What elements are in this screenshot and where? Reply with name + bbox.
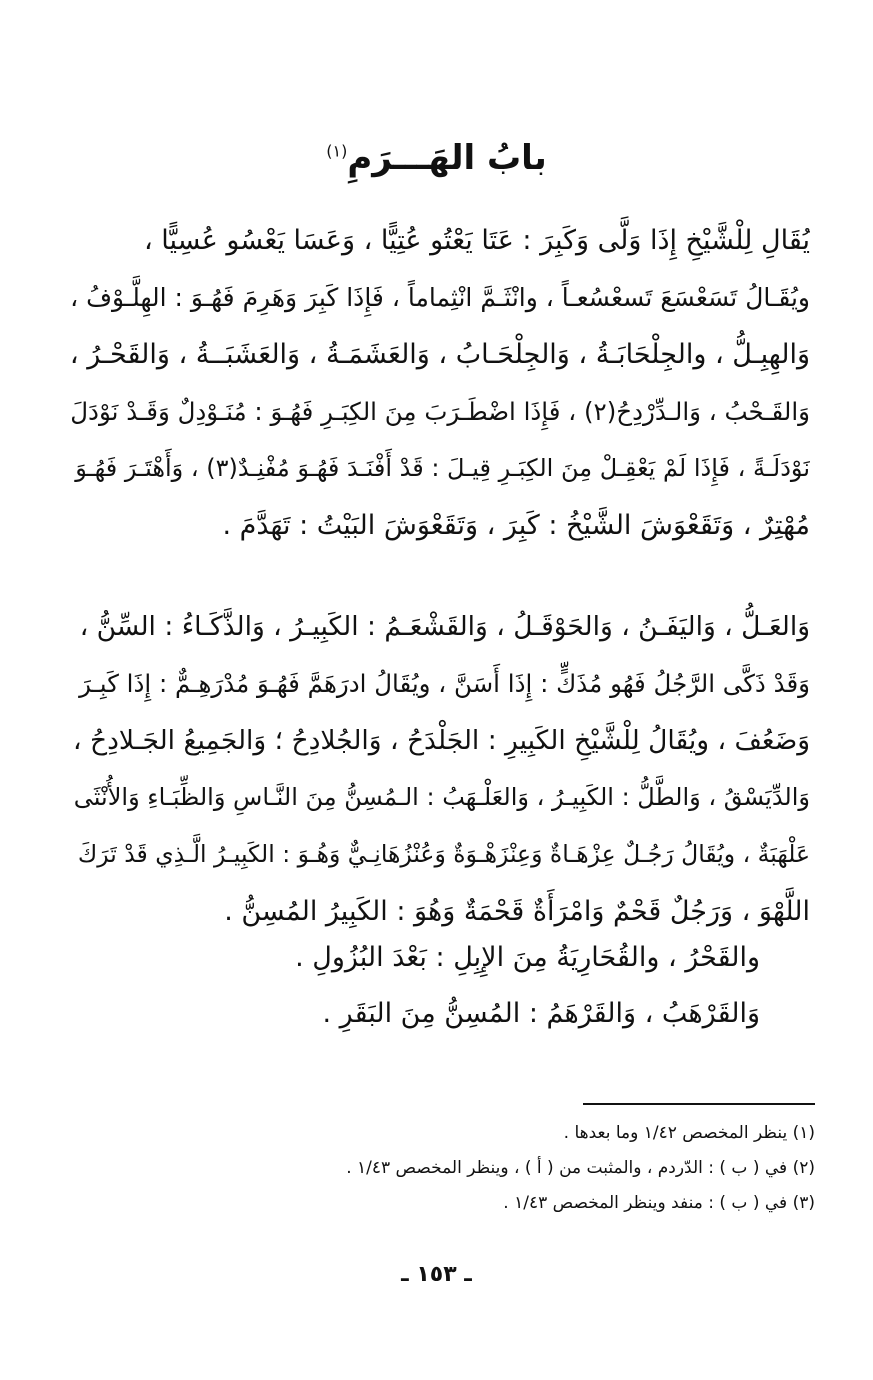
text-line: وَالقَرْهَبُ ، وَالقَرْهَمُ : المُسِنُّ مِنَ البَقَرِ . (322, 998, 760, 1029)
text-line: وَضَعُفَ ، ويُقَالُ لِلْشَّيْخِ الكَبِيرِ : الجَلْدَحُ ، وَالجُلادِحُ ؛ وَالجَمِيعُ الجَـلادِحُ ، (73, 725, 810, 756)
text-line: وَالهِبِـلُّ ، والجِلْحَابَـةُ ، وَالجِلْحَـابُ ، وَالعَشَمَـةُ ، وَالعَشَبَــةُ ، وَالقَحْـرُ ، (70, 339, 810, 370)
text-line: مُهْتِرٌ ، وَتَقَعْوَشَ الشَّيْخُ : كَبِرَ ، وَتَقَعْوَشَ البَيْتُ : تَهَدَّمَ . (222, 510, 810, 541)
chapter-title-footnote-ref: (١) (326, 141, 348, 161)
paragraph-2 (70, 598, 810, 940)
text-line: وَالقَـحْبُ ، وَالـدِّرْدِحُ(٢) ، فَإِذَا اضْطَـرَبَ مِنَ الكِبَـرِ فَهُـوَ : مُنَـوْدِلٌ وَقَـدْ نَوْدَلَ (70, 397, 810, 426)
text-line: يُقَالِ لِلْشَّيْخِ إِذَا وَلَّى وَكَبِرَ : عَتَا يَعْتُو عُتِيًّا ، وَعَسَا يَعْسُو عُسِيًّا ، (143, 225, 810, 256)
footnote: (١) ينظر المخصص ١/٤٢ وما بعدها . (563, 1123, 815, 1143)
text-line: نَوْدَلَـةً ، فَإِذَا لَمْ يَعْقِـلْ مِنَ الكِبَـرِ قِيـلَ : قَدْ أَفْنَـدَ فَهُـوَ مُفْنِـدٌ(٣) ، وَأَهْتَـرَ فَهُـوَ (75, 454, 810, 482)
text-line: والقَحْرُ ، والقُحَارِيَةُ مِنَ الإِبِلِ : بَعْدَ البُزُولِ . (295, 942, 760, 973)
footnote: (٣) في ( ب ) : منفد وينظر المخصص ١/٤٣ . (503, 1193, 815, 1213)
page-number: ـ ١٥٣ ـ (401, 1262, 472, 1287)
text-line: وَالعَـلُّ ، وَاليَفَـنُ ، وَالحَوْقَـلُ ، وَالقَشْعَـمُ : الكَبِيـرُ ، وَالذَّكَـاءُ : السِّنُّ ، (79, 611, 810, 642)
text-line: وَقَدْ ذَكَّى الرَّجُلُ فَهُو مُذَكٍّ : إِذَا أَسَنَّ ، ويُقَالُ ادرَهَمَّ فَهُـوَ مُدْرَهِـمٌّ : إِذَا كَبِـرَ (79, 669, 810, 698)
paragraph-1 (70, 212, 810, 554)
footnote: (٢) في ( ب ) : الدّردم ، والمثبت من ( أ ) ، وينظر المخصص ١/٤٣ . (346, 1158, 815, 1178)
text-line: عَلْهَبَةٌ ، ويُقَالُ رَجُـلٌ عِزْهَـاةٌ وَعِنْزَهْـوَةٌ وَعُنْزُهَانِـيٌّ وَهُـوَ : الكَبِيـرُ الَّـذِي قَدْ تَرَكَ (77, 840, 810, 868)
text-line: وَالدِّيَسْقُ ، وَالطَّلُّ : الكَبِيـرُ ، وَالعَلْـهَبُ : الـمُسِنُّ مِنَ النَّـاسِ وَالظِّبَـاءِ وَالأُنْثَى (73, 783, 810, 811)
footnote-divider (583, 1103, 815, 1105)
indented-entries (200, 930, 760, 1042)
chapter-title-text: بابُ الهَـــرَمِ (347, 138, 547, 178)
chapter-title (0, 138, 873, 178)
footnotes (200, 1116, 815, 1221)
text-line: ويُقَـالُ تَسَعْسَعَ تَسعْسُعـاً ، وانْثَـمَّ انْثِماماً ، فَإِذَا كَبِرَ وَهَرِمَ فَهُـوَ : الهِلَّـوْفُ ، (70, 283, 810, 312)
text-line: اللَّهْوَ ، وَرَجُلٌ قَحْمٌ وَامْرَأَةٌ قَحْمَةٌ وَهُوَ : الكَبِيرُ المُسِنُّ . (224, 896, 810, 927)
